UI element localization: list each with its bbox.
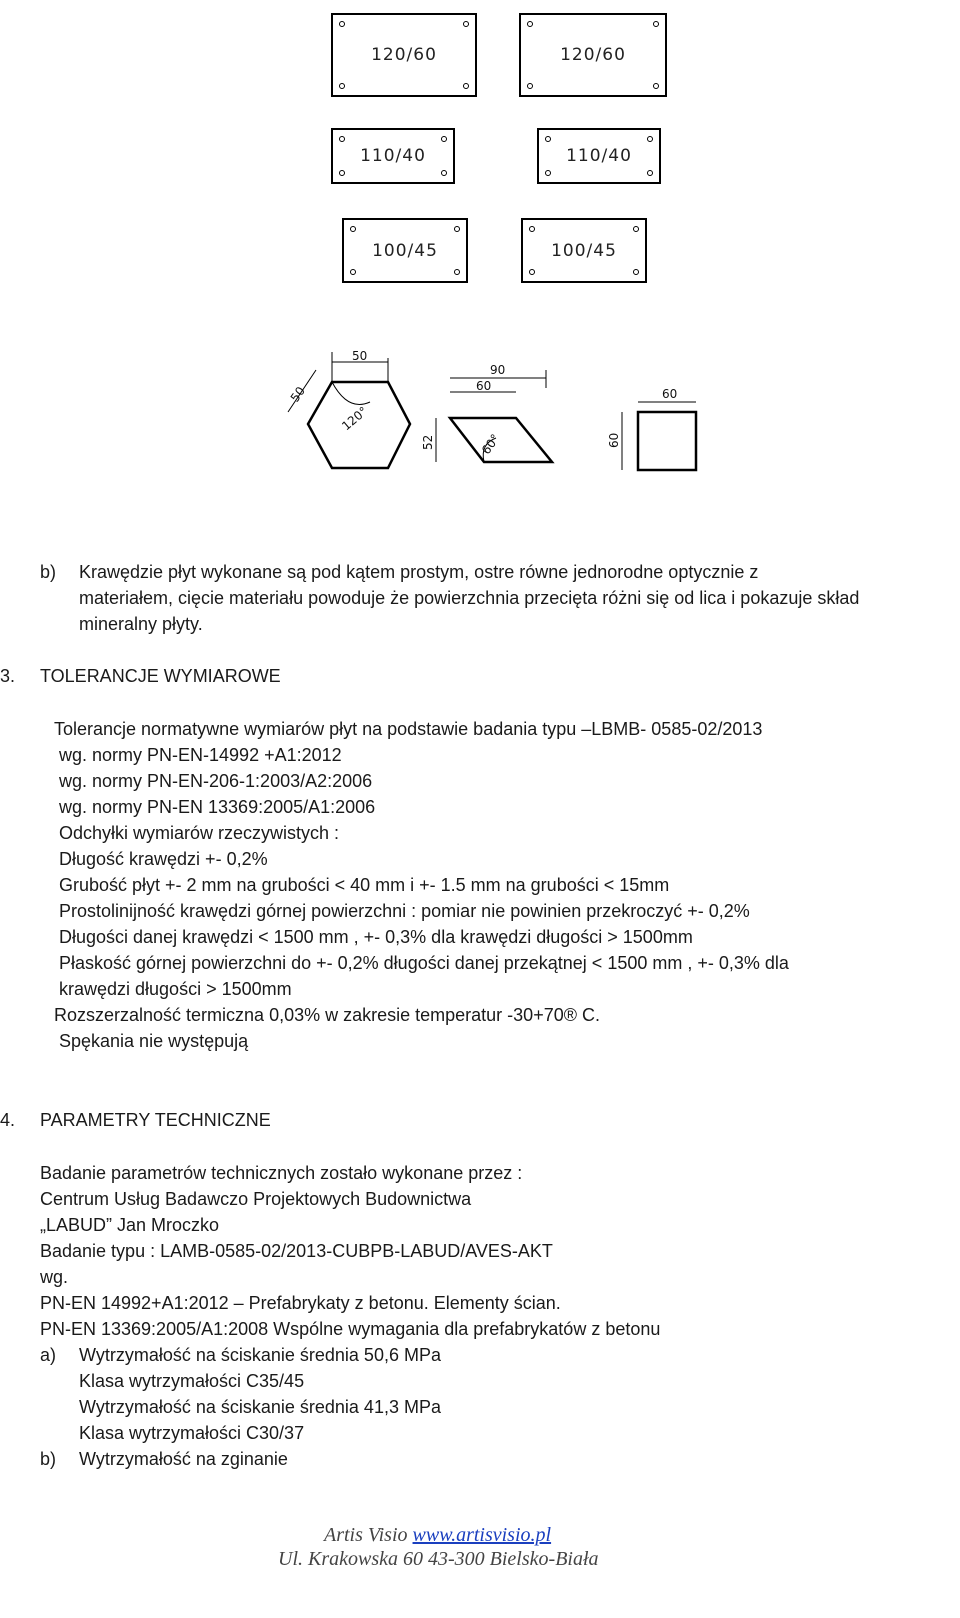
item-a-line: Wytrzymałość na ściskanie średnia 50,6 MPa [79, 1345, 441, 1365]
panel-label: 100/45 [551, 240, 617, 261]
footer-website-link[interactable]: www.artisvisio.pl [412, 1524, 552, 1546]
tolerance-line: krawędzi długości > 1500mm [59, 979, 292, 999]
tolerance-line: Długości danej krawędzi < 1500 mm , +- 0,3% dla krawędzi długości > 1500mm [59, 927, 693, 947]
section-b-line-2: materiałem, cięcie materiału powoduje że powierzchnia przecięta różni się od lica i pokazuje skład [79, 588, 860, 608]
section-b-line-3: mineralny płyty. [79, 614, 203, 634]
item-a-marker: a) [40, 1345, 57, 1365]
item-a-line: Klasa wytrzymałości C30/37 [79, 1423, 305, 1443]
panel-label: 100/45 [372, 240, 438, 261]
square-height-label: 60 [607, 432, 621, 448]
parameters-line: Centrum Usług Badawczo Projektowych Budownictwa [40, 1189, 472, 1209]
footer-address: Ul. Krakowska 60 43-300 Bielsko-Biała [278, 1548, 599, 1570]
shapes-drawing [270, 340, 710, 490]
rhombus-height-label: 52 [421, 434, 435, 450]
item-a-line: Klasa wytrzymałości C35/45 [79, 1371, 305, 1391]
panel-120-60-right [519, 13, 667, 97]
tolerance-line: Spękania nie występują [59, 1031, 249, 1051]
tolerance-line: Rozszerzalność termiczna 0,03% w zakresie temperatur -30+70® C. [54, 1005, 600, 1025]
hex-side-label: 50 [352, 349, 368, 363]
parameters-line: Badanie typu : LAMB-0585-02/2013-CUBPB-LABUD/AVES-AKT [40, 1241, 553, 1261]
panel-label: 110/40 [360, 146, 426, 166]
tolerance-line: wg. normy PN-EN-206-1:2003/A2:2006 [59, 771, 373, 791]
panel-110-40-left [331, 128, 455, 184]
tolerance-line: Długość krawędzi +- 0,2% [59, 849, 268, 869]
square-shape [638, 412, 696, 470]
panel-120-60-left [331, 13, 477, 97]
square-side-label: 60 [662, 387, 678, 401]
parameters-line: „LABUD” Jan Mroczko [40, 1215, 220, 1235]
footer-company: Artis Visio [324, 1524, 408, 1546]
tolerance-line: Odchyłki wymiarów rzeczywistych : [59, 823, 340, 843]
tolerance-line: Prostolinijność krawędzi górnej powierzchni : pomiar nie powinien przekroczyć +- 0,2% [59, 901, 750, 921]
parameters-line: Badanie parametrów technicznych zostało wykonane przez : [40, 1163, 523, 1183]
panel-100-45-right [521, 218, 647, 283]
rhombus-inner-label: 60 [476, 379, 492, 393]
parameters-line: wg. [40, 1267, 69, 1287]
section-4-number: 4. [0, 1110, 16, 1130]
tolerance-line: Grubość płyt +- 2 mm na grubości < 40 mm i +- 1.5 mm na grubości < 15mm [59, 875, 670, 895]
rhombus-outer-label: 90 [490, 363, 506, 377]
hex-side-label-2: 50 [287, 384, 308, 405]
panel-100-45-left [342, 218, 468, 283]
panel-label: 110/40 [566, 146, 632, 166]
tolerance-line: Tolerancje normatywne wymiarów płyt na podstawie badania typu –LBMB- 0585-02/2013 [54, 719, 763, 739]
footer-line-1 [324, 1523, 551, 1547]
panel-label: 120/60 [371, 45, 437, 65]
section-b-marker: b) [40, 562, 57, 582]
section-4-title: PARAMETRY TECHNICZNE [40, 1110, 271, 1130]
section-3-number: 3. [0, 666, 16, 686]
parameters-line: PN-EN 14992+A1:2012 – Prefabrykaty z betonu. Elementy ścian. [40, 1293, 561, 1313]
section-b-line-1: Krawędzie płyt wykonane są pod kątem prostym, ostre równe jednorodne optycznie z [79, 562, 759, 582]
item-b-text: Wytrzymałość na zginanie [79, 1449, 288, 1469]
item-b-marker: b) [40, 1449, 57, 1469]
tolerance-line: wg. normy PN-EN 13369:2005/A1:2006 [59, 797, 376, 817]
hexagon-shape [308, 382, 410, 468]
parameters-line: PN-EN 13369:2005/A1:2008 Wspólne wymagania dla prefabrykatów z betonu [40, 1319, 661, 1339]
hex-angle-label: 120° [339, 404, 371, 434]
tolerance-line: wg. normy PN-EN-14992 +A1:2012 [59, 745, 342, 765]
panel-110-40-right [537, 128, 661, 184]
rhombus-angle-label: 60° [478, 431, 503, 457]
tolerance-line: Płaskość górnej powierzchni do +- 0,2% długości danej przekątnej < 1500 mm , +- 0,3% dla [59, 953, 789, 973]
panel-label: 120/60 [560, 45, 626, 65]
item-a-line: Wytrzymałość na ściskanie średnia 41,3 MPa [79, 1397, 441, 1417]
section-3-title: TOLERANCJE WYMIAROWE [40, 666, 281, 686]
